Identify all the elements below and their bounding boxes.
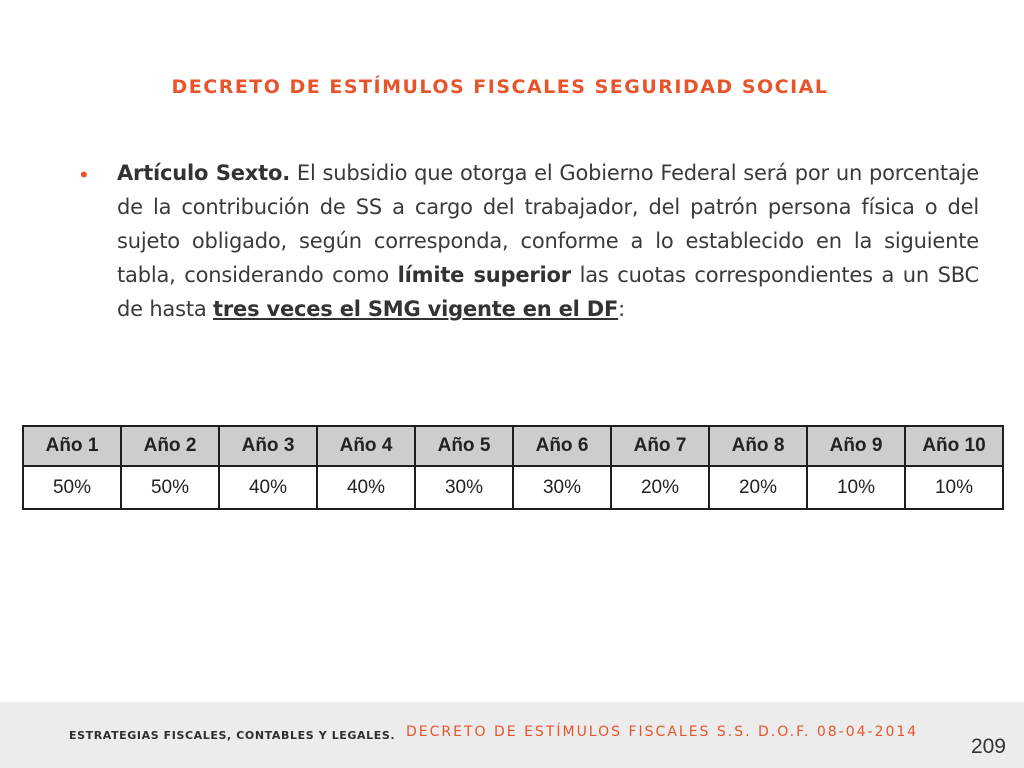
subsidy-table-container [22,425,1004,510]
table-header-cell: Año 5 [415,426,513,466]
subsidy-table [22,425,1004,510]
table-cell: 10% [807,466,905,509]
table-header-row [23,426,1003,466]
table-cell: 40% [219,466,317,509]
footer-company: ESTRATEGIAS FISCALES, CONTABLES Y LEGALES. [69,729,396,742]
table-cell: 40% [317,466,415,509]
table-cell: 20% [611,466,709,509]
table-header-cell: Año 6 [513,426,611,466]
table-header-cell: Año 4 [317,426,415,466]
footer-bar [0,702,1024,768]
footer-decree-reference: DECRETO DE ESTÍMULOS FISCALES S.S. D.O.F. 08-04-2014 [406,724,919,740]
article-paragraph [117,156,979,326]
table-header-cell: Año 8 [709,426,807,466]
table-header-cell: Año 9 [807,426,905,466]
smg-underlined-text: tres veces el SMG vigente en el DF [213,297,619,321]
table-header-cell: Año 7 [611,426,709,466]
page-number: 209 [970,735,1006,758]
table-row [23,466,1003,509]
table-cell: 30% [415,466,513,509]
article-text-end: : [618,297,626,321]
table-header-cell: Año 1 [23,426,121,466]
article-lead: Artículo Sexto. [117,161,290,185]
table-header-cell: Año 10 [905,426,1003,466]
table-cell: 50% [23,466,121,509]
table-header-cell: Año 2 [121,426,219,466]
article-text-1: El subsidio que otorga el Gobierno Federal será por un porcentaje de la contribución de SS a cargo del trabajador, del patrón persona física o del sujeto obligado, según corresponda, conforme a lo establecido en la siguiente tabla, considerando como [117,161,979,287]
table-cell: 50% [121,466,219,509]
upper-limit-text: límite superior [397,263,571,287]
table-header-cell: Año 3 [219,426,317,466]
bullet-marker: • [80,162,88,187]
table-cell: 10% [905,466,1003,509]
slide-title: DECRETO DE ESTÍMULOS FISCALES SEGURIDAD SOCIAL [171,76,829,98]
table-cell: 30% [513,466,611,509]
article-text-2: las cuotas correspondientes a un SBC de hasta [117,263,979,321]
table-cell: 20% [709,466,807,509]
